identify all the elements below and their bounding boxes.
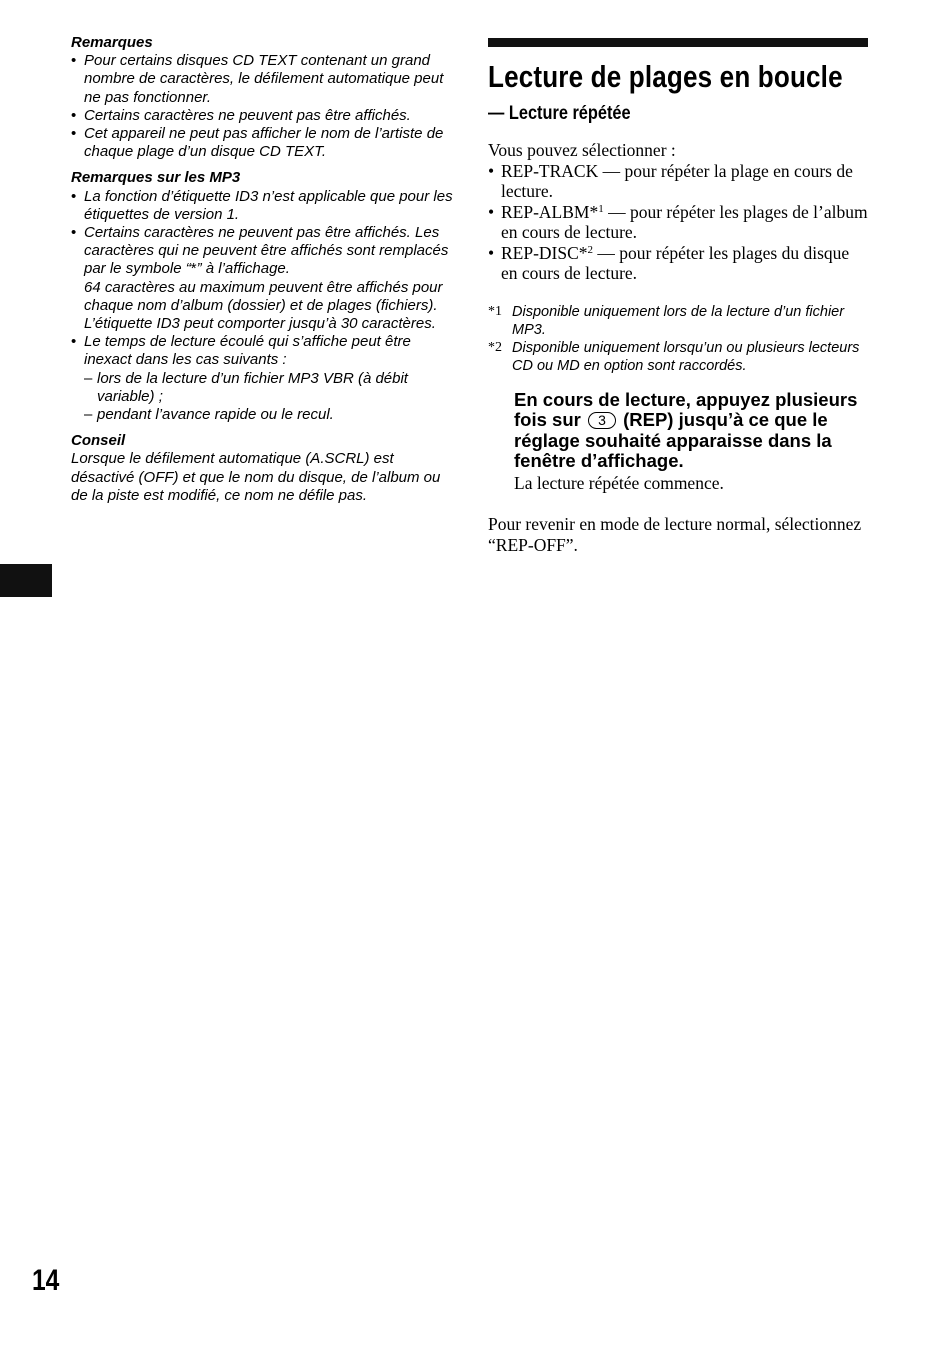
key-3-icon: 3 [588, 412, 616, 429]
list-item: • Certains caractères ne peuvent pas être affichés. Les caractères qui ne peuvent être affichés sont remplacés par le symbole “*” à l’affichage. 64 caractères au maximum peuvent être affichés pour chaque nom d’album (dossier) et de plages (fichiers). L’étiquette ID3 peut comporter jusqu’à 30 caractères. [71, 224, 449, 333]
section-tab-marker [0, 564, 52, 597]
conseil-heading: Conseil [71, 432, 126, 450]
mp3-list [71, 188, 456, 425]
list-item: • La fonction d’étiquette ID3 n’est applicable que pour les étiquettes de version 1. [71, 187, 453, 223]
sub-item: – pendant l’avance rapide ou le recul. [84, 406, 334, 424]
step-result: La lecture répétée commence. [514, 472, 724, 493]
list-item: • Pour certains disques CD TEXT contenant un grand nombre de caractères, le défilement automatique peut ne pas fonctionner. [71, 52, 444, 106]
mp3-heading: Remarques sur les MP3 [71, 169, 241, 187]
intro-text: Vous pouvez sélectionner : [488, 140, 676, 160]
footnote: *1 Disponible uniquement lors de la lecture d’un fichier MP3. [488, 303, 845, 338]
list-item: • REP-DISC*$^2$ — pour répéter les plages du disque en cours de lecture. [488, 242, 850, 283]
repeat-options-list [488, 161, 868, 284]
right-column [488, 38, 868, 573]
sub-item: – lors de la lecture d’un fichier MP3 VBR (à débit variable) ; [84, 369, 408, 405]
list-item: • REP-ALBM*$^1$ — pour répéter les plages de l’album en cours de lecture. [488, 201, 868, 242]
section-subtitle: — Lecture répétée [488, 103, 631, 124]
list-item: • Le temps de lecture écoulé qui s’affiche peut être inexact dans les cas suivants : – lors de la lecture d’un fichier MP3 VBR (à débit variable) ; – pendant l’avance rapide ou le recul. [71, 333, 456, 424]
footnotes [488, 303, 868, 375]
left-column [71, 34, 456, 505]
page-title: Lecture de plages en boucle [488, 59, 843, 94]
step-instruction: En cours de lecture, appuyez plusieurs fois sur 3 (REP) jusqu’à ce que le réglage souhaité apparaisse dans la fenêtre d’affichage. [514, 388, 858, 471]
instruction-step [514, 390, 868, 494]
list-item: • Certains caractères ne peuvent pas être affichés. [71, 106, 411, 124]
heading-rule [488, 38, 868, 47]
remarques-heading: Remarques [71, 34, 153, 51]
remarques-list [71, 52, 456, 161]
page-number: 14 [32, 1264, 60, 1297]
list-item: • REP-TRACK — pour répéter la plage en cours de lecture. [488, 160, 853, 201]
back-to-normal-text: Pour revenir en mode de lecture normal, sélectionnez “REP-OFF”. [488, 514, 862, 555]
list-item: • Cet appareil ne peut pas afficher le nom de l’artiste de chaque plage d’un disque CD TEXT. [71, 125, 444, 161]
footnote: *2 Disponible uniquement lorsqu’un ou plusieurs lecteurs CD ou MD en option sont raccordés. [488, 339, 860, 374]
conseil-text: Lorsque le défilement automatique (A.SCRL) est désactivé (OFF) et que le nom du disque, de l’album ou de la piste est modifié, ce nom ne défile pas. [71, 450, 441, 504]
